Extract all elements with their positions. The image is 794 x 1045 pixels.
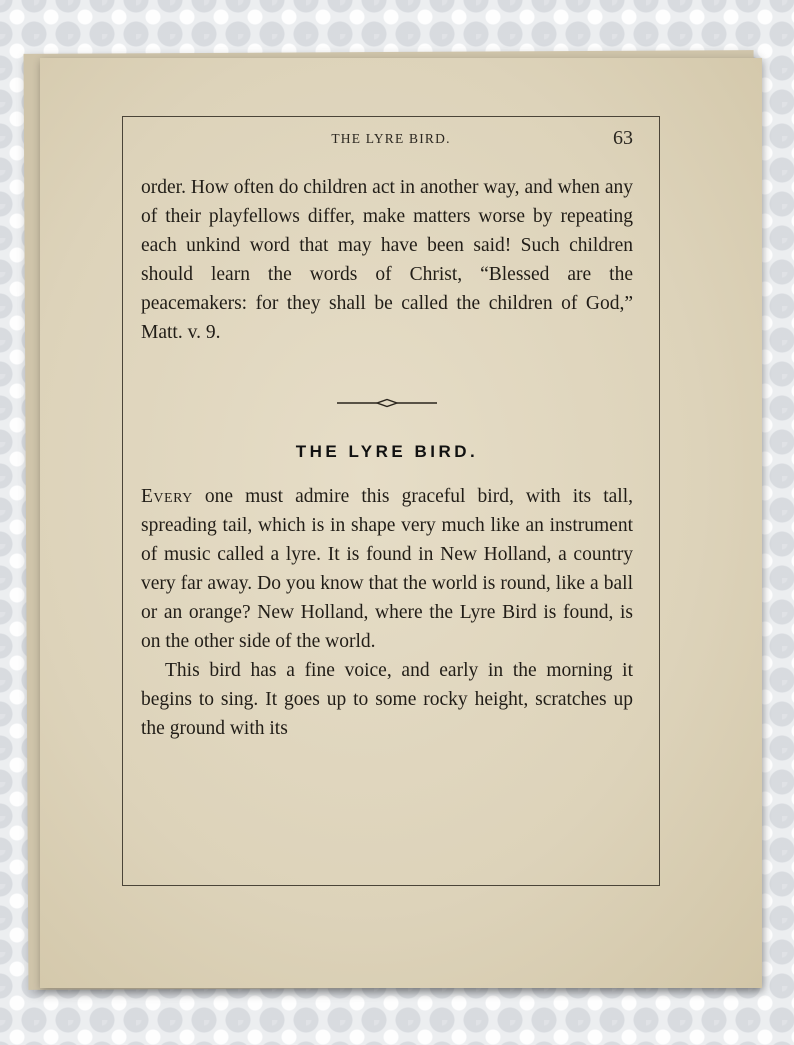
- continuation-paragraph: order. How often do children act in another way, and when any of their playfellows differ, make matters worse by repeating each unkind word that may have been said! Such children should learn the words of Christ, “Blessed are the peacemakers: for they shall be called the children of God,” Matt. v. 9.: [141, 177, 633, 343]
- paragraph-1-text: one must admire this graceful bird, with its tall, spreading tail, which is in shape very much like an instrument of music called a lyre. It is found in New Holland, a country very far away. Do you know that the world is round, like a ball or an orange? New Holland, where the Lyre Bird is found, is on the other side of the world.: [141, 486, 633, 652]
- body-paragraph-2: This bird has a fine voice, and early in the morning it begins to sing. It goes up to some rocky height, scratches up the ground with its: [141, 660, 633, 739]
- dash-diamond-dash-ornament-icon: [337, 397, 437, 409]
- opening-word: Every: [141, 486, 193, 507]
- page-body: [141, 173, 633, 743]
- page-number: 63: [613, 127, 633, 149]
- running-head: THE LYRE BIRD.: [331, 131, 451, 146]
- page-border-frame: [122, 116, 660, 886]
- book-page: [40, 58, 762, 988]
- section-title: THE LYRE BIRD.: [295, 442, 479, 461]
- body-paragraph-1: [141, 482, 633, 656]
